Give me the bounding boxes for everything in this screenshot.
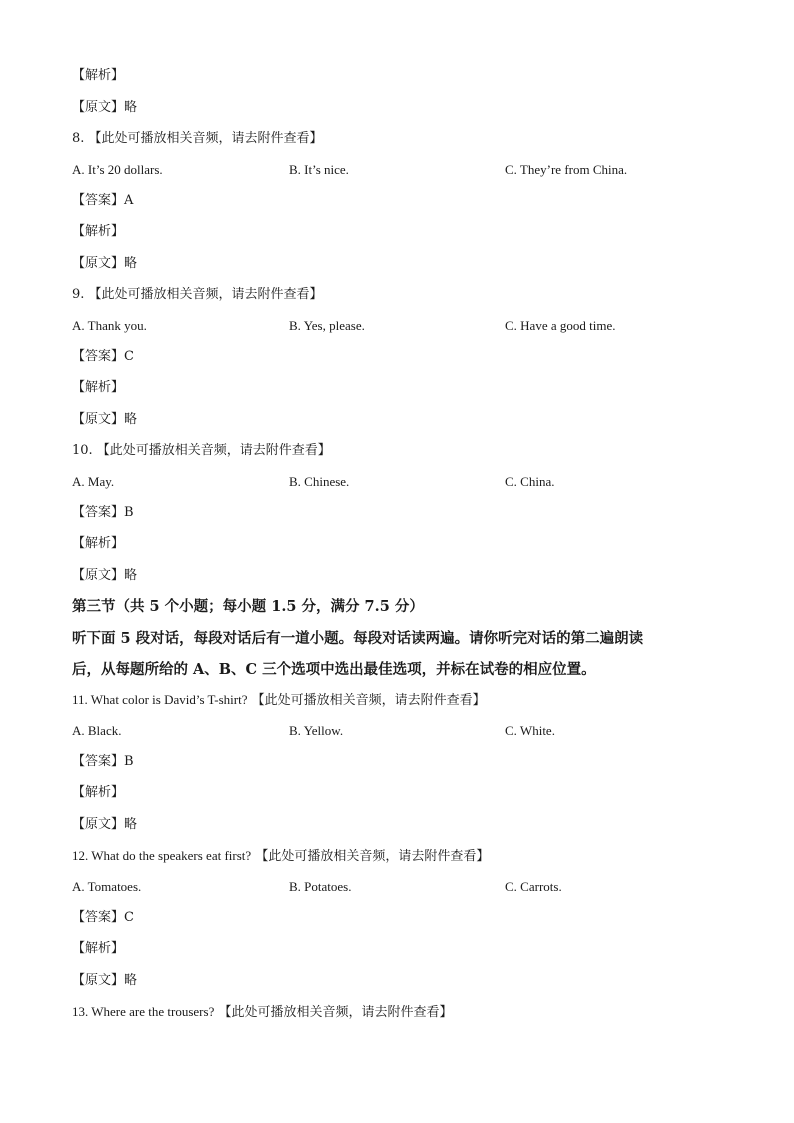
q8-original-text: 【原文】略 [72,256,138,271]
q12-original-text: 【原文】略 [72,973,138,988]
q13-stem [72,1001,453,1023]
q9-stem: 9. 【此处可播放相关音频，请去附件查看】 [72,287,323,302]
q8-stem: 8. 【此处可播放相关音频，请去附件查看】 [72,131,323,146]
q8-answer: 【答案】A [72,193,134,208]
q11-question: 11. What color is David’s T-shirt? [72,692,248,707]
q8-option-b: B. It’s nice. [289,162,349,177]
q10-original-text: 【原文】略 [72,568,138,583]
q13-question: 13. Where are the trousers? [72,1004,215,1019]
q11-option-c: C. White. [505,723,555,738]
q11-analysis-label: 【解析】 [72,785,125,800]
q11-original-text: 【原文】略 [72,817,138,832]
q12-option-b: B. Potatoes. [289,879,352,894]
q9-option-c: C. Have a good time. [505,318,616,333]
section3-instruction-line1: 听下面 5 段对话，每段对话后有一道小题。每段对话读两遍。请你听完对话的第二遍朗读 [72,630,644,647]
q12-option-a: A. Tomatoes. [72,879,142,894]
q8-option-c: C. They’re from China. [505,162,628,177]
q11-answer: 【答案】B [72,754,134,769]
section3-title: 第三节（共 5 个小题；每小题 1.5 分，满分 7.5 分） [72,598,424,615]
q9-original-text: 【原文】略 [72,412,138,427]
q10-option-b: B. Chinese. [289,474,350,489]
q9-analysis-label: 【解析】 [72,380,125,395]
q10-option-a: A. May. [72,474,115,489]
q11-audio-note: 【此处可播放相关音频，请去附件查看】 [251,693,486,708]
q12-audio-note: 【此处可播放相关音频，请去附件查看】 [255,849,490,864]
q11-stem [72,689,486,711]
q12-answer: 【答案】C [72,910,134,925]
q13-audio-note: 【此处可播放相关音频，请去附件查看】 [218,1005,453,1020]
q7-analysis-label: 【解析】 [72,68,125,83]
section3-instruction-line2: 后，从每题所给的 A、B、C 三个选项中选出最佳选项，并标在试卷的相应位置。 [72,661,596,678]
q12-stem [72,845,489,867]
q12-question: 12. What do the speakers eat first? [72,848,252,863]
q11-option-b: B. Yellow. [289,723,344,738]
q10-answer: 【答案】B [72,505,134,520]
q9-option-b: B. Yes, please. [289,318,365,333]
q8-option-a: A. It’s 20 dollars. [72,162,163,177]
q12-option-c: C. Carrots. [505,879,562,894]
q10-stem: 10. 【此处可播放相关音频，请去附件查看】 [72,443,331,458]
q11-option-a: A. Black. [72,723,122,738]
q12-analysis-label: 【解析】 [72,941,125,956]
q7-original-text: 【原文】略 [72,100,138,115]
q10-option-c: C. China. [505,474,555,489]
q8-analysis-label: 【解析】 [72,224,125,239]
q9-option-a: A. Thank you. [72,318,147,333]
q9-answer: 【答案】C [72,349,134,364]
q10-analysis-label: 【解析】 [72,536,125,551]
